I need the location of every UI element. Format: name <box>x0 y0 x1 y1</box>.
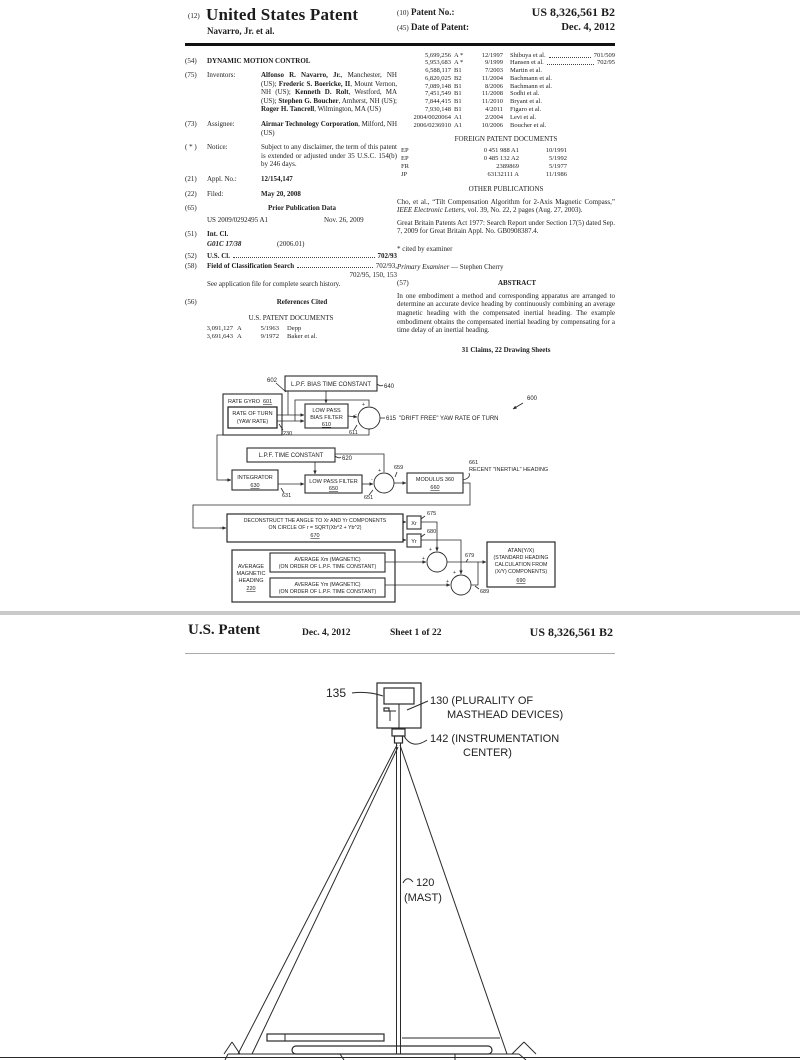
dot-leader <box>233 252 375 258</box>
ref-row: 7,844,415 B1 11/2010 Bryant et al. <box>425 98 542 106</box>
boom-thick-bar <box>292 1046 492 1054</box>
abstract-text: In one embodiment a method and corresponding apparatus are arranged to determine an accurate device heading by continuously combining an average magnetic heading with the compensated inertial heading. The example embodiment obtains the compensated inertial heading by compensating for a time delay of an inertial heading. <box>397 291 615 335</box>
instrumentation-center-box <box>392 729 405 736</box>
leader-680 <box>421 534 425 537</box>
field-tag-12: (12) <box>188 12 200 20</box>
modulus-label: MODULUS 360 <box>415 477 455 483</box>
ref-row: 7,089,148 B1 8/2006 Bachmann et al. <box>425 82 553 90</box>
minus-sign: - <box>371 477 373 483</box>
us-patent-docs-header: U.S. PATENT DOCUMENTS <box>248 313 334 322</box>
ref-640: 640 <box>384 384 395 390</box>
invention-title: DYNAMIC MOTION CONTROL <box>207 56 311 65</box>
inventors-text: Alfonso R. Navarro, Jr., Manchester, NH (US); Frederic S. Boericke, II, Mount Vernon, NH (US); Kenneth D. Rolt, Westford, MA (US); Stephen G. Boucher, Amherst, NH (US); Roger H. Tancrell, Wilmington, MA (US) <box>261 71 398 114</box>
us-cl-value: 702/93 <box>377 251 397 260</box>
bow-pulpit <box>224 1042 232 1054</box>
leader-120 <box>403 879 413 883</box>
summing-node-615 <box>358 407 380 429</box>
sheet-header-rule <box>185 653 615 654</box>
leader-661 <box>463 473 469 480</box>
summing-node-689 <box>451 575 471 595</box>
field-65-prior-pub: (65) Prior Publication Data <box>185 204 397 213</box>
ref-650: 650 <box>328 486 339 492</box>
field-51-int-cl: (51) Int. Cl. <box>185 230 229 239</box>
plus-sign: + <box>429 547 432 553</box>
appl-no-value: 12/154,147 <box>261 175 293 184</box>
average-ym-sub: (ON ORDER OF L.P.F. TIME CONSTANT) <box>278 589 377 595</box>
field-73-assignee: (73) Assignee: Airmar Technology Corporation, Milford, NH (US) <box>185 120 397 137</box>
field-56-references: (56) References Cited <box>185 298 397 307</box>
ref-611: 611 <box>349 430 358 436</box>
yaw-rate-label: (YAW RATE) <box>236 419 269 425</box>
ref-610: 610 <box>321 422 332 428</box>
ref-row: 6,588,117 B1 7/2003 Martin et al. <box>425 67 542 75</box>
drift-free-label: "DRIFT FREE" YAW RATE OF TURN <box>399 416 499 422</box>
lpf-time-constant-label: L.P.F. TIME CONSTANT <box>258 453 324 459</box>
ref-600: 600 <box>527 396 538 402</box>
foreign-row: EP 0 485 132 A2 5/1992 <box>401 155 567 163</box>
bow-pulpit <box>232 1042 240 1054</box>
wind-vane-flag <box>384 708 389 711</box>
low-pass-label: LOW PASS <box>312 408 341 414</box>
minus-sign: - <box>355 412 357 418</box>
average-xm-sub: (ON ORDER OF L.P.F. TIME CONSTANT) <box>278 564 377 570</box>
sheet-header <box>185 620 615 652</box>
leader-675 <box>421 516 425 519</box>
ref-row: 3,091,127 A 5/1963 Depp <box>206 325 302 333</box>
sailboat-figure <box>0 655 800 1060</box>
ref-row: 7,930,148 B1 4/2011 Figaro et al. <box>425 106 542 114</box>
plus-sign: + <box>422 556 425 562</box>
label-142-line2: CENTER) <box>463 747 512 759</box>
prior-pub-number: US 2009/0292495 A1 <box>207 215 269 224</box>
patent-number-block <box>397 7 615 37</box>
primary-examiner: Primary Examiner — Stephen Cherry <box>397 262 504 271</box>
leader-135 <box>352 692 383 696</box>
forestay <box>238 745 397 1054</box>
bias-filter-label: BIAS FILTER <box>310 415 343 421</box>
stern-pulpit <box>512 1042 524 1054</box>
foreign-ref-list <box>397 147 615 179</box>
header-rule <box>185 43 615 46</box>
ref-620: 620 <box>342 456 353 462</box>
summing-node-659 <box>374 473 394 493</box>
ref-630: 630 <box>250 483 260 489</box>
claims-line: 31 Claims, 22 Drawing Sheets <box>461 345 551 354</box>
ref-661: 661 <box>469 460 479 466</box>
dot-leader <box>549 52 591 58</box>
plus-sign: + <box>378 468 381 474</box>
date-value: Dec. 4, 2012 <box>561 22 615 33</box>
yr-label: Yr <box>411 539 417 545</box>
us-ref-list <box>397 52 615 130</box>
field-22-filed: (22) Filed: May 20, 2008 <box>185 190 397 199</box>
ref-row: 7,451,549 B1 11/2008 Sodhi et al. <box>425 90 540 98</box>
leader-600 <box>513 403 523 409</box>
field-tag-45: (45) <box>397 24 409 32</box>
ref-602: 602 <box>267 378 278 384</box>
leader-679 <box>466 559 468 562</box>
assignee-text: Airmar Technology Corporation, Milford, NH (US) <box>261 120 397 137</box>
references-cited-title: References Cited <box>276 297 328 306</box>
ref-675: 675 <box>427 511 437 517</box>
ref-row: 6,820,025 B2 11/2004 Bachmann et al. <box>425 74 553 82</box>
wire <box>421 540 461 574</box>
ref-659: 659 <box>394 465 404 471</box>
right-column <box>397 51 615 355</box>
ref-row: 3,691,643 A 9/1972 Baker et al. <box>206 333 318 341</box>
ref-row: 2004/0020064 A1 2/2004 Levi et al. <box>413 113 537 121</box>
cited-by-examiner: * cited by examiner <box>397 245 453 254</box>
wire <box>471 562 478 585</box>
summing-node-679 <box>427 552 447 572</box>
publication-2: Great Britain Patents Act 1977: Search Report under Section 17(5) dated Sep. 7, 2009 for Great Britain Appl. No. GB0908387.4. <box>397 218 615 236</box>
foreign-row: FR 2389869 5/1977 <box>401 163 567 171</box>
mast-fitting <box>395 736 403 743</box>
xr-label: Xr <box>411 521 417 527</box>
plus-sign: + <box>446 579 449 585</box>
field-tag-10: (10) <box>397 9 409 17</box>
deconstruct-label-1: DECONSTRUCT THE ANGLE TO Xr AND Yr COMPONENTS <box>243 518 387 524</box>
field-75-inventors: (75) Inventors: Alfonso R. Navarro, Jr., Manchester, NH (US); Frederic S. Boericke, II, Mount Vernon, NH (US); Kenneth D. Rolt, Westford, MA (US); Stephen G. Boucher, Amherst, NH (US); Roger H. Tancrell, Wilmington, MA (US) <box>185 71 398 114</box>
ref-row: 5,953,683 A * 9/1999 Hansen et al. 702/95 <box>425 59 615 67</box>
label-120: 120 <box>416 877 435 889</box>
ref-row: 2006/0236910 A1 10/2006 Boucher et al. <box>413 121 547 129</box>
label-142-line1: 142 (INSTRUMENTATION <box>430 733 560 745</box>
ref-660: 660 <box>430 485 440 491</box>
ref-601: 601 <box>263 399 273 405</box>
label-130-line1: 130 (PLURALITY OF <box>430 695 534 707</box>
leader-689 <box>475 586 479 589</box>
search-note: See application file for complete search history. <box>207 280 341 289</box>
prior-pub-title: Prior Publication Data <box>268 204 336 213</box>
average-ym-label: AVERAGE Ym (MAGNETIC) <box>294 582 361 588</box>
prior-pub-date: Nov. 26, 2009 <box>324 215 364 224</box>
low-pass-filter-label: LOW PASS FILTER <box>309 479 358 485</box>
stern-pulpit <box>524 1042 536 1054</box>
atan-label-3: CALCULATION FROM <box>494 562 548 568</box>
sheet-patent-no: US 8,326,561 B2 <box>529 625 613 639</box>
authors: Navarro, Jr. et al. <box>207 26 275 36</box>
field-58-search: (58) Field of Classification Search 702/93, <box>185 262 397 271</box>
leader-640 <box>377 384 383 386</box>
prior-pub-data <box>185 216 397 225</box>
patent-no-label: Patent No.: <box>411 7 455 17</box>
ref-631: 631 <box>282 493 292 499</box>
label-mast: (MAST) <box>404 892 442 904</box>
ref-220: 220 <box>246 586 256 592</box>
average-xm-label: AVERAGE Xm (MAGNETIC) <box>294 557 361 563</box>
foreign-docs-header: FOREIGN PATENT DOCUMENTS <box>454 135 558 144</box>
patent-no-value: US 8,326,561 B2 <box>531 5 615 19</box>
page-divider <box>0 611 800 615</box>
lpf-bias-time-constant-label: L.P.F. BIAS TIME CONSTANT <box>290 382 372 388</box>
heading-block-diagram <box>185 372 615 612</box>
ref-670: 670 <box>310 533 320 539</box>
inner-forestay <box>252 747 398 1054</box>
foreign-row: EP 0 451 988 A1 10/1991 <box>401 147 567 155</box>
ref-230: 230 <box>283 431 293 437</box>
field-21-appl-no: (21) Appl. No.: 12/154,147 <box>185 175 397 184</box>
avg-label-3: HEADING <box>238 578 264 584</box>
notice-text: Subject to any disclaimer, the term of this patent is extended or adjusted under 35 U.S.C. 154(b) by 246 days. <box>261 143 397 169</box>
left-column <box>185 51 397 355</box>
ref-690: 690 <box>516 578 526 584</box>
abstract-title: ABSTRACT <box>497 279 537 288</box>
sheet-header-date: Dec. 4, 2012 <box>302 628 351 638</box>
abstract-header-row: (57) ABSTRACT <box>397 279 615 288</box>
label-130-line2: MASTHEAD DEVICES) <box>447 709 564 721</box>
deconstruct-label-2: ON CIRCLE OF r = SQRT(Xb^2 + Yb^2) <box>268 525 362 531</box>
ref-689: 689 <box>480 589 490 595</box>
label-135: 135 <box>326 686 347 700</box>
publication-1: Cho, et al., “Tilt Compensation Algorithm for 2-Axis Magnetic Compass,” IEEE Electronic Letters, vol. 39, No. 22, 2 pages (Aug. 27, 2003). <box>397 197 615 215</box>
front-page-header <box>185 5 615 42</box>
patent-front-page <box>185 5 615 354</box>
plus-sign: + <box>453 570 456 576</box>
leader-659 <box>395 472 397 477</box>
field-52-us-cl: (52) U.S. Cl. 702/93 <box>185 251 397 260</box>
masthead-device-135 <box>384 688 414 704</box>
ref-680: 680 <box>427 529 437 535</box>
recent-inertial-heading-label: RECENT "INERTIAL" HEADING <box>469 467 549 473</box>
leader-620 <box>335 456 341 458</box>
sheet-header-title: U.S. Patent <box>188 622 261 638</box>
field-54-title: (54) DYNAMIC MOTION CONTROL <box>185 56 311 65</box>
integrator-label: INTEGRATOR <box>237 475 273 481</box>
left-ref-list <box>185 325 397 341</box>
ref-615: 615 <box>386 416 397 422</box>
other-pubs-header: OTHER PUBLICATIONS <box>468 185 544 194</box>
rate-gyro-label: RATE GYRO <box>228 399 260 405</box>
rate-of-turn-label: RATE OF TURN <box>232 411 273 417</box>
dot-leader <box>547 59 594 65</box>
foreign-row: JP 63132111 A 11/1986 <box>401 171 567 179</box>
atan-label-1: ATAN(Y/X) <box>507 548 535 554</box>
filed-value: May 20, 2008 <box>261 189 301 198</box>
page-title: United States Patent <box>206 5 359 24</box>
int-cl-value: G01C 17/38 (2006.01) <box>207 240 305 248</box>
ref-651: 651 <box>364 495 374 501</box>
ref-row: 5,699,256 A * 12/1997 Shibuya et al. 701/509 <box>425 51 615 59</box>
plus-sign: + <box>362 402 365 408</box>
sheet-number: Sheet 1 of 22 <box>390 628 442 638</box>
field-notice: ( * ) Notice: Subject to any disclaimer, the term of this patent is extended or adjusted under 35 U.S.C. 154(b) by 246 days. <box>185 143 397 169</box>
avg-label-2: MAGNETIC <box>236 571 266 577</box>
leader-130 <box>407 701 428 710</box>
date-label: Date of Patent: <box>411 22 469 32</box>
dot-leader <box>297 262 373 268</box>
atan-label-2: (STANDARD HEADING <box>493 555 549 561</box>
atan-label-4: (X/Y) COMPONENTS) <box>494 569 548 575</box>
ref-679: 679 <box>465 553 475 559</box>
avg-label-1: AVERAGE <box>237 564 265 570</box>
search-classes-2: 702/95, 150, 153 <box>349 270 397 279</box>
leader-142 <box>404 736 427 744</box>
